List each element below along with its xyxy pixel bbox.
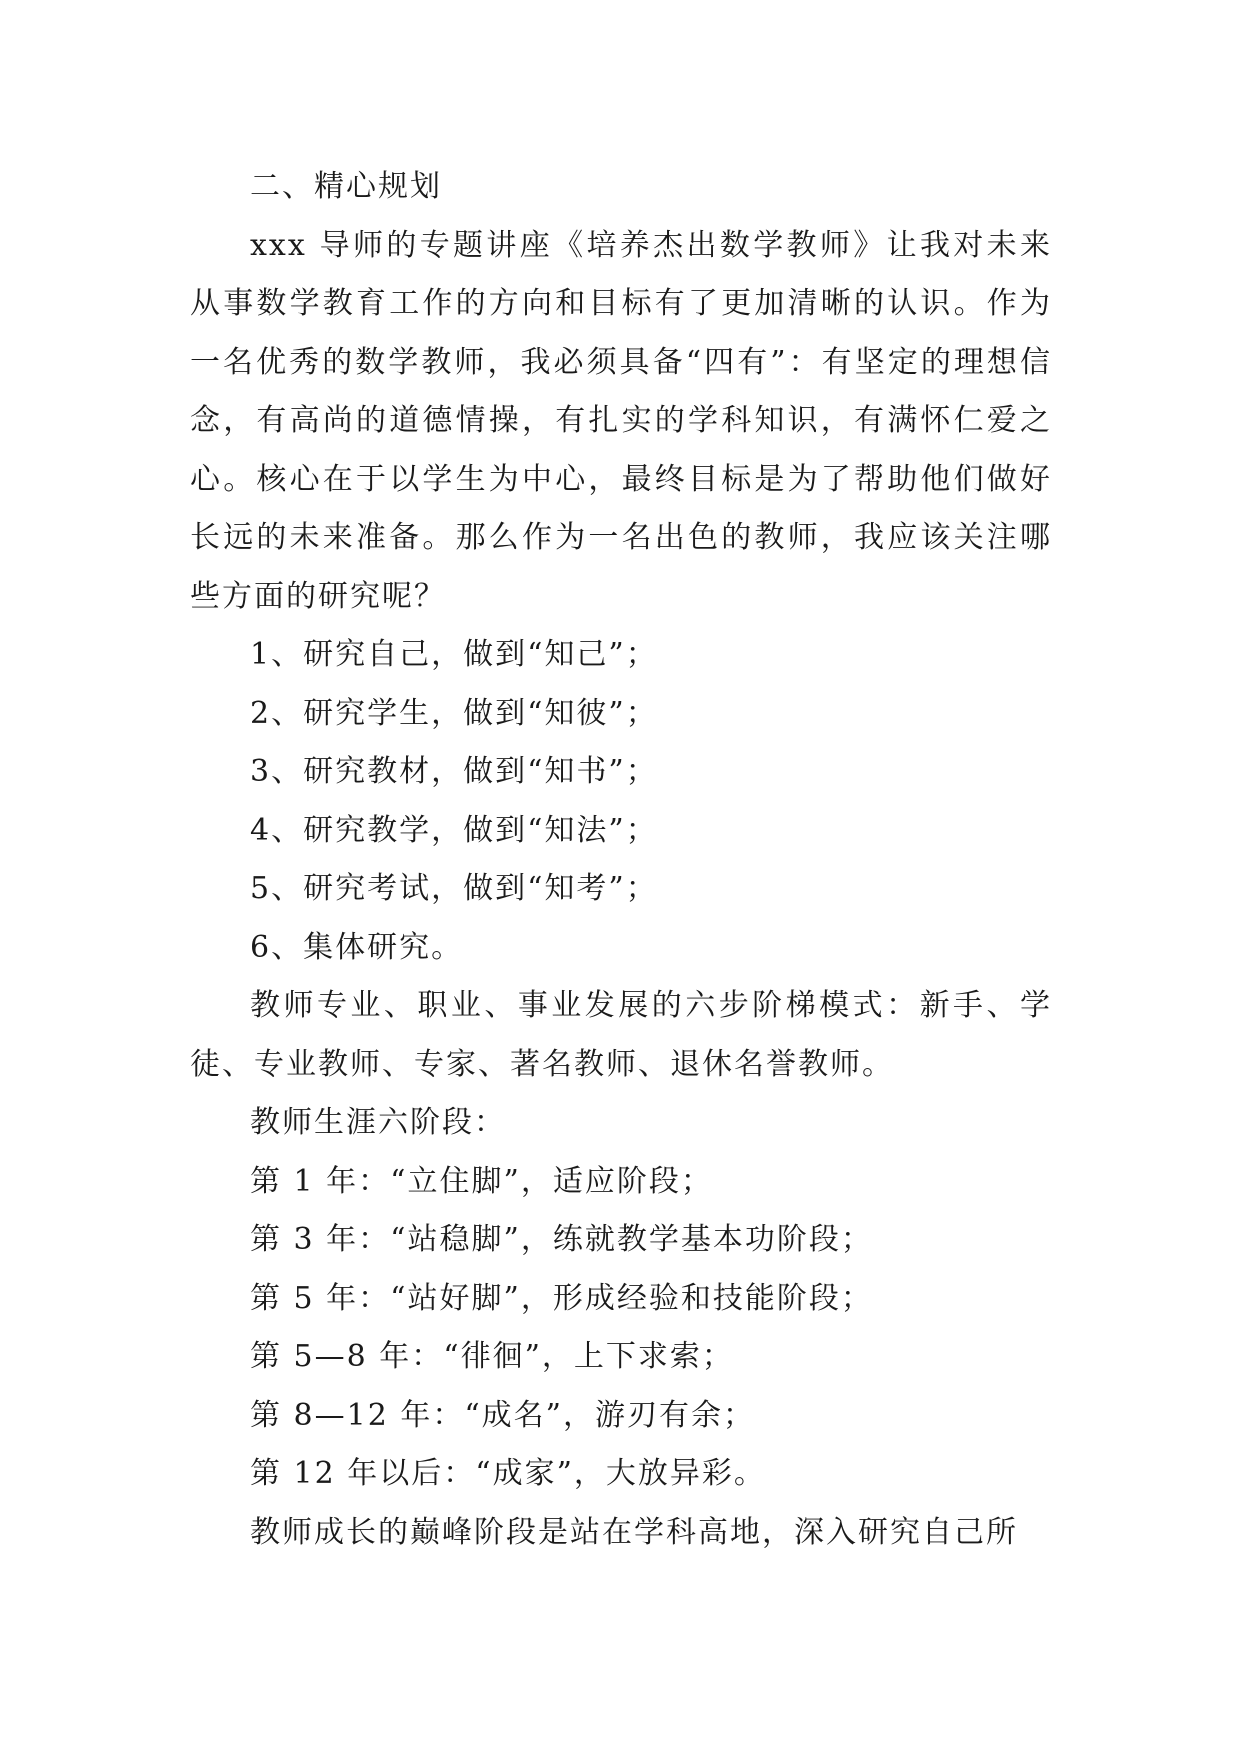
career-stage: 第 5 年：“站好脚”，形成经验和技能阶段； bbox=[250, 1280, 873, 1316]
section-heading: 二、精心规划 bbox=[250, 169, 442, 204]
career-stage: 第 12 年以后：“成家”，大放异彩。 bbox=[250, 1456, 766, 1491]
career-stage: 第 3 年：“站稳脚”，练就教学基本功阶段； bbox=[250, 1222, 873, 1257]
research-item: 5、研究考试，做到“知考”； bbox=[250, 871, 658, 906]
research-item: 1、研究自己，做到“知己”； bbox=[250, 637, 658, 672]
ladder-paragraph: 教师专业、职业、事业发展的六步阶梯模式：新手、学徒、专业教师、专家、著名教师、退休名誉教师。 bbox=[190, 988, 1052, 1082]
career-stage: 第 5—8 年：“徘徊”，上下求索； bbox=[250, 1339, 734, 1374]
research-item: 4、研究教学，做到“知法”； bbox=[250, 812, 658, 848]
research-item: 2、研究学生，做到“知彼”； bbox=[250, 695, 658, 731]
closing-fragment: 教师成长的巅峰阶段是站在学科高地，深入研究自己所 bbox=[250, 1514, 1018, 1550]
intro-paragraph: xxx 导师的专题讲座《培养杰出数学教师》让我对未来从事数学教育工作的方向和目标有了更加清晰的认识。作为一名优秀的数学教师，我必须具备“四有”：有坚定的理想信念，有高尚的道德情操，有扎实的学科知识，有满怀仁爱之心。核心在于以学生为中心，最终目标是为了帮助他们做好长远的未来准备。那么作为一名出色的教师，我应该关注哪些方面的研究呢？ bbox=[190, 227, 1052, 614]
career-heading: 教师生涯六阶段： bbox=[250, 1105, 506, 1140]
research-item: 6、集体研究。 bbox=[250, 929, 464, 965]
research-item: 3、研究教材，做到“知书”； bbox=[250, 754, 658, 789]
document-body bbox=[190, 158, 1052, 1562]
career-stage: 第 1 年：“立住脚”，适应阶段； bbox=[250, 1163, 713, 1199]
career-stage: 第 8—12 年：“成名”，游刃有余； bbox=[250, 1397, 756, 1433]
